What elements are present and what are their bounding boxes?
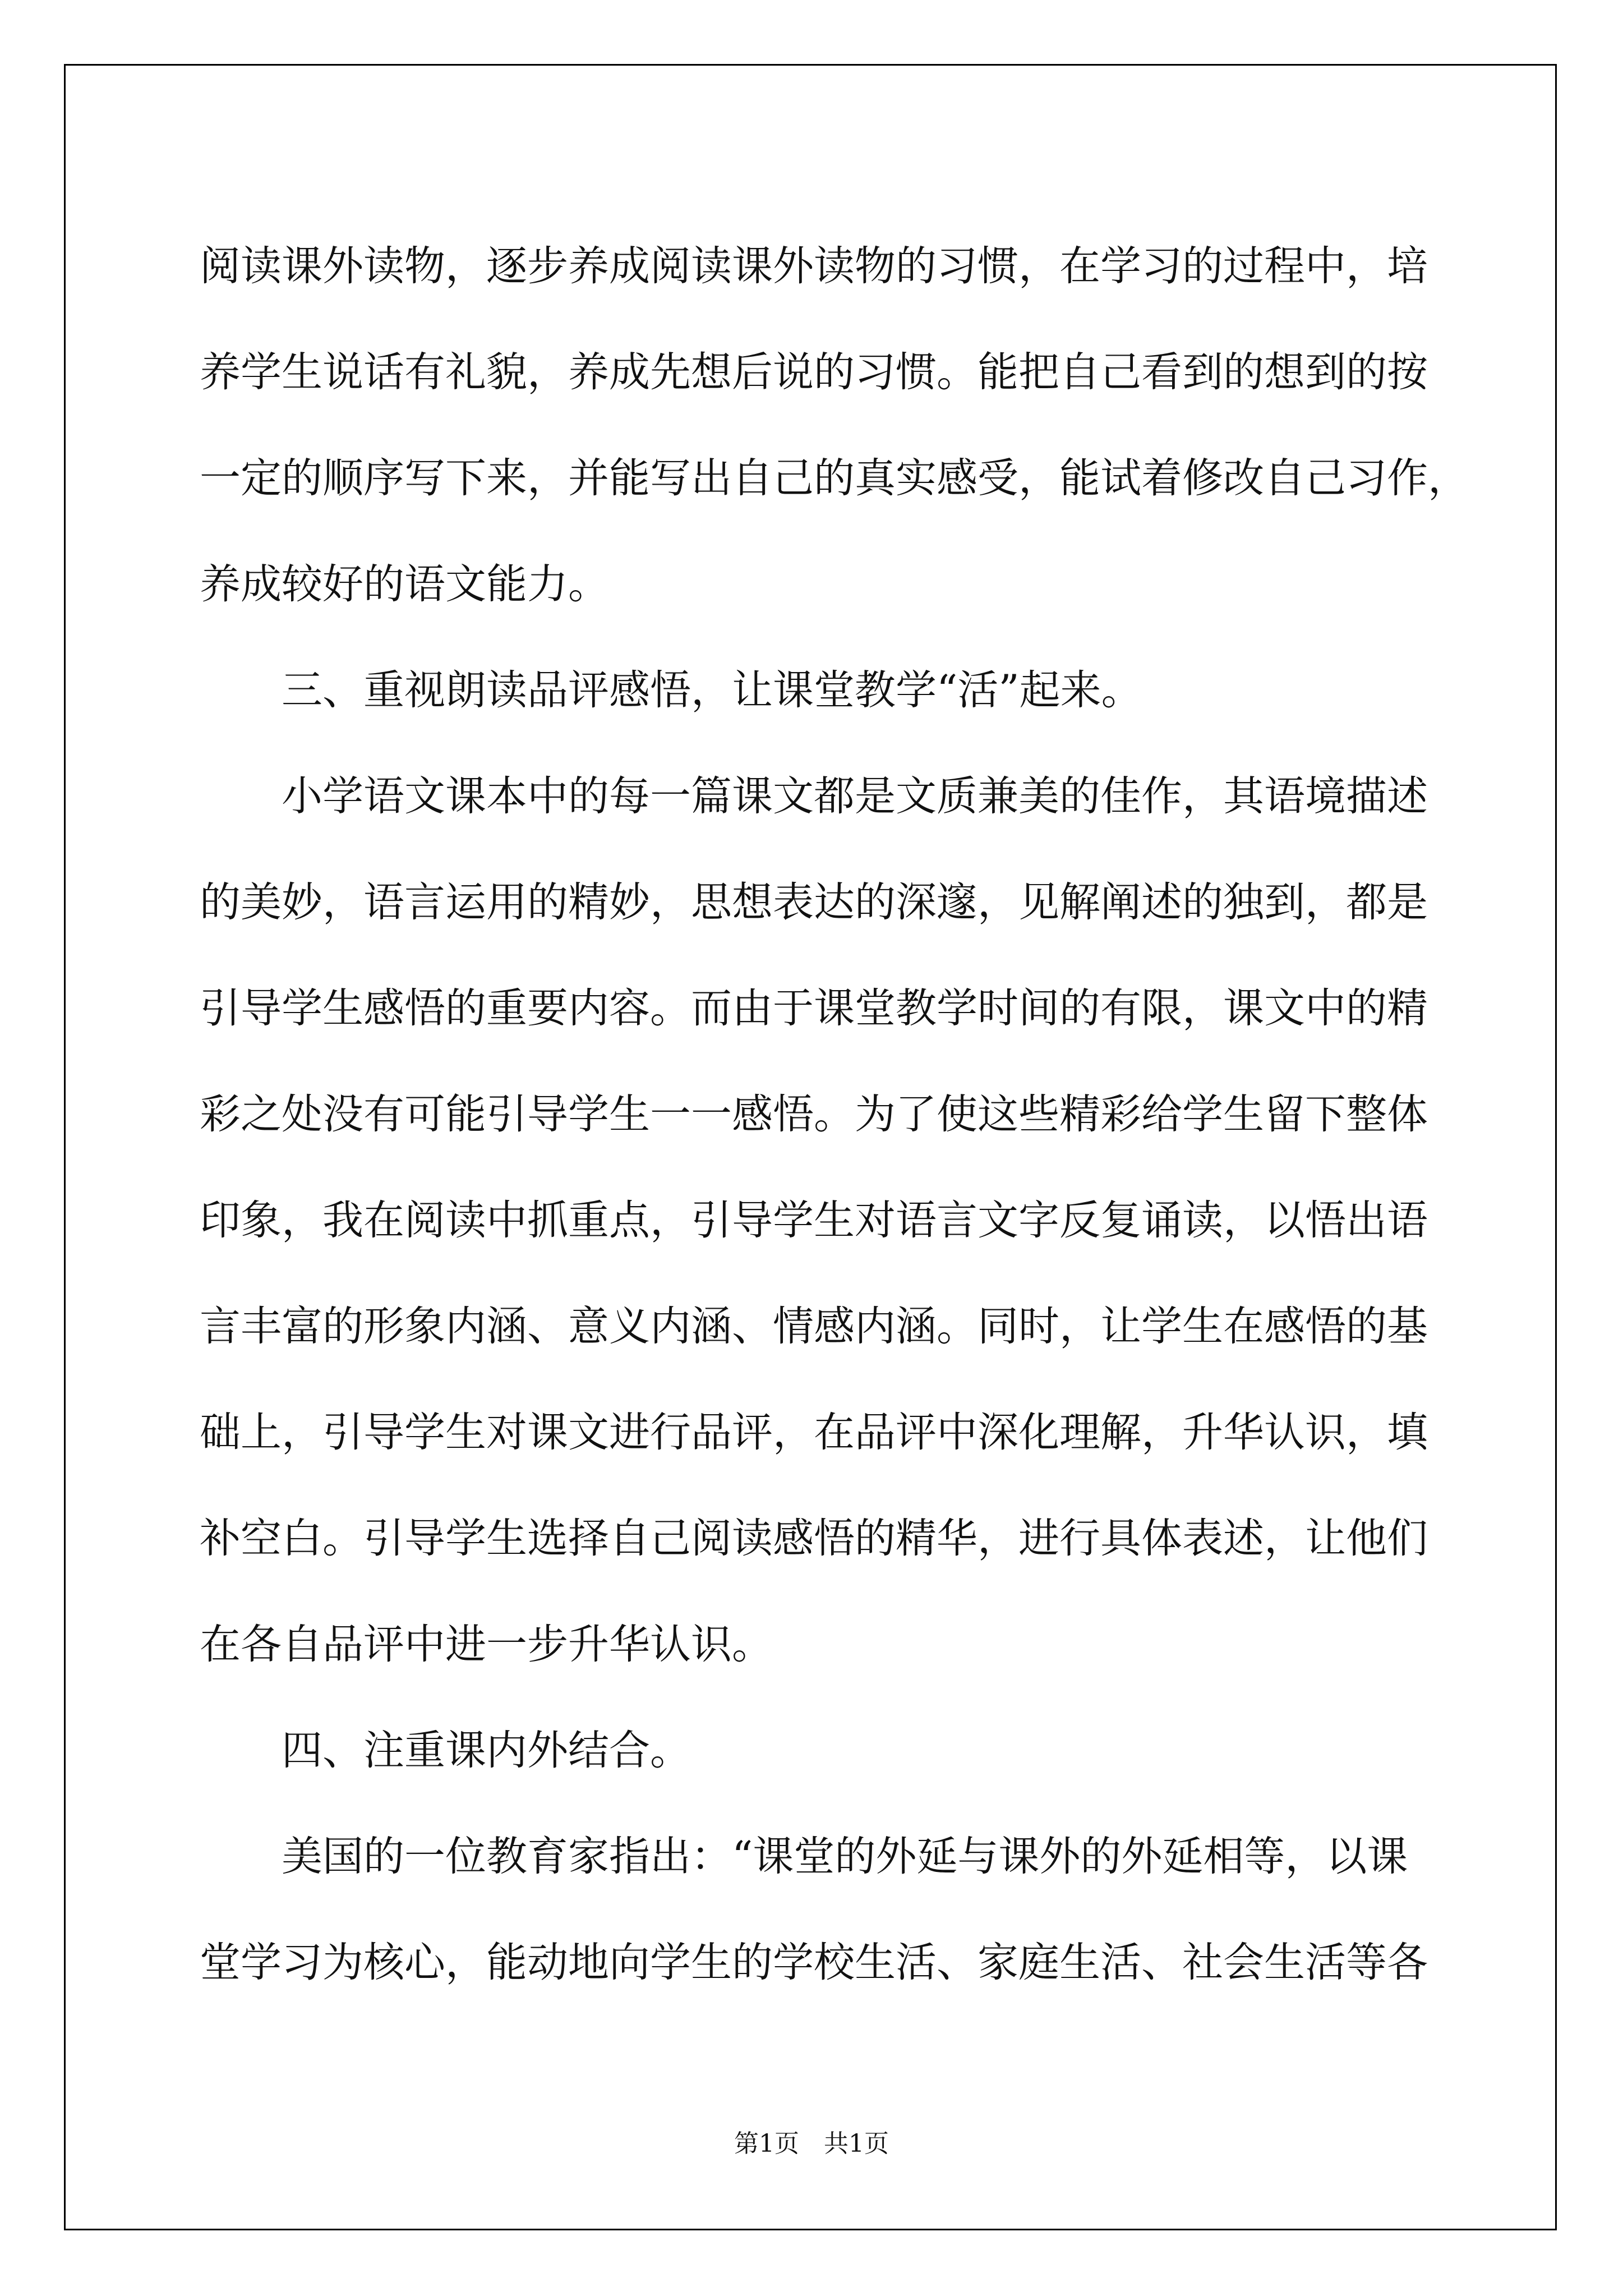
text-line: 小学语文课本中的每一篇课文都是文质兼美的佳作，其语境描述 [282, 772, 1428, 820]
text-line: 础上，引导学生对课文进行品评，在品评中深化理解，升华认识，填 [200, 1409, 1428, 1456]
section-heading: 三、重视朗读品评感悟，让课堂教学“活”起来。 [282, 666, 1142, 714]
text-line: 阅读课外读物，逐步养成阅读课外读物的习惯，在学习的过程中，培 [200, 242, 1428, 290]
text-line: 言丰富的形象内涵、意义内涵、情感内涵。同时，让学生在感悟的基 [200, 1303, 1428, 1350]
text-line: 养学生说话有礼貌，养成先想后说的习惯。能把自己看到的想到的按 [200, 348, 1428, 396]
text-line: 印象，我在阅读中抓重点，引导学生对语言文字反复诵读，以悟出语 [200, 1197, 1428, 1244]
text-line: 的美妙，语言运用的精妙，思想表达的深邃，见解阐述的独到，都是 [200, 878, 1428, 926]
section-heading: 四、注重课内外结合。 [282, 1727, 691, 1774]
text-line: 堂学习为核心，能动地向学生的学校生活、家庭生活、社会生活等各 [200, 1939, 1428, 1986]
text-line: 引导学生感悟的重要内容。而由于课堂教学时间的有限，课文中的精 [200, 984, 1428, 1032]
text-line: 养成较好的语文能力。 [200, 560, 609, 608]
text-line: 彩之处没有可能引导学生一一感悟。为了使这些精彩给学生留下整体 [200, 1091, 1428, 1138]
text-line: 美国的一位教育家指出：“课堂的外延与课外的外延相等，以课 [282, 1833, 1408, 1880]
text-line: 一定的顺序写下来，并能写出自己的真实感受，能试着修改自己习作， [200, 454, 1469, 502]
text-line: 在各自品评中进一步升华认识。 [200, 1621, 773, 1668]
document-body [200, 213, 1469, 2016]
page-number-footer: 第1页 共1页 [734, 2129, 889, 2158]
text-line: 补空白。引导学生选择自己阅读感悟的精华，进行具体表述，让他们 [200, 1515, 1428, 1562]
